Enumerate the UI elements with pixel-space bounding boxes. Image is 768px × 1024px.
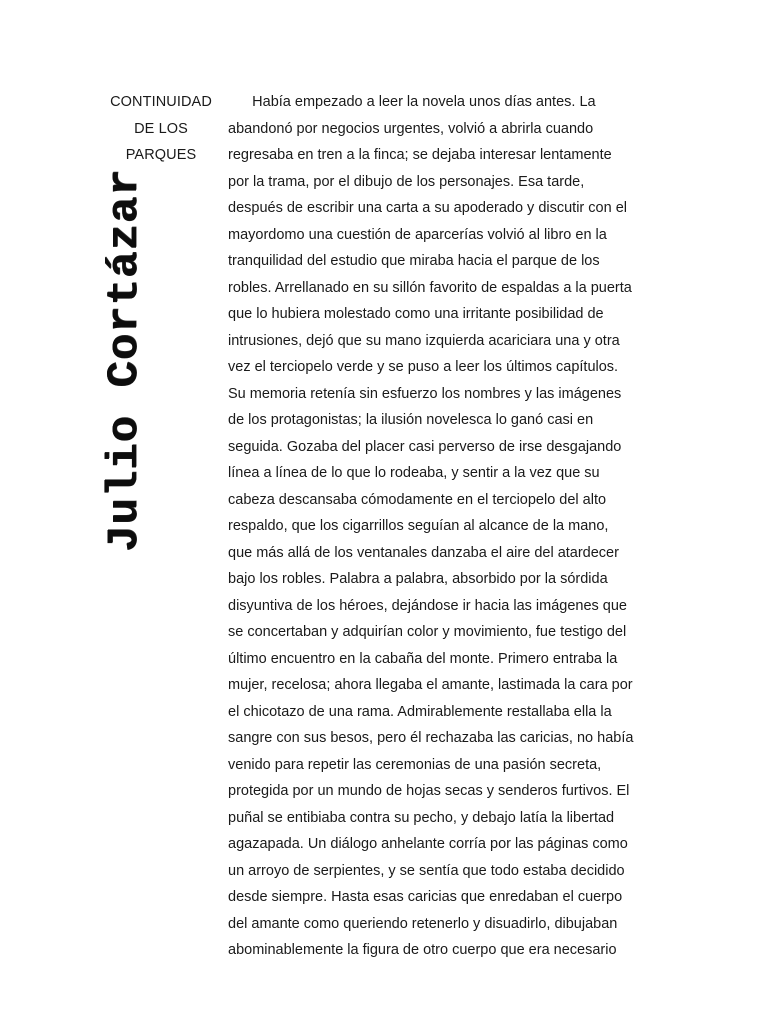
text-line: bajo los robles. Palabra a palabra, absorbido por la sórdida bbox=[228, 571, 608, 587]
text-line: Su memoria retenía sin esfuerzo los nombres y las imágenes bbox=[228, 385, 622, 402]
text-line: que más allá de los ventanales danzaba el aire del atardecer bbox=[228, 544, 619, 561]
text-line: puñal se entibiaba contra su pecho, y debajo latía la libertad bbox=[228, 809, 615, 826]
text-line: último encuentro en la cabaña del monte. Primero entraba la bbox=[228, 650, 618, 667]
text-line: después de escribir una carta a su apoderado y discutir con el bbox=[228, 200, 627, 216]
text-line: se concertaban y adquirían color y movimiento, fue testigo del bbox=[228, 624, 627, 640]
text-line: por la trama, por el dibujo de los personajes. Esa tarde, bbox=[228, 173, 585, 190]
story-text bbox=[228, 89, 673, 964]
text-line: el chicotazo de una rama. Admirablemente restallaba ella la bbox=[228, 703, 612, 720]
story-title-line-2: DE LOS bbox=[134, 120, 188, 137]
text-line: Había empezado a leer la novela unos días antes. La bbox=[228, 94, 596, 110]
text-line: mayordomo una cuestión de aparcerías volvió al libro en la bbox=[228, 226, 607, 243]
text-line: robles. Arrellanado en su sillón favorito de espaldas a la puerta bbox=[228, 279, 632, 296]
text-line: vez el terciopelo verde y se puso a leer los últimos capítulos. bbox=[228, 359, 619, 375]
text-line: mujer, recelosa; ahora llegaba el amante, lastimada la cara por bbox=[228, 677, 633, 693]
text-line: desde siempre. Hasta esas caricias que enredaban el cuerpo bbox=[228, 889, 623, 905]
text-line: línea a línea de lo que lo rodeaba, y sentir a la vez que su bbox=[228, 465, 600, 481]
text-line: regresaba en tren a la finca; se dejaba interesar lentamente bbox=[228, 147, 612, 163]
author-block bbox=[100, 168, 150, 552]
text-line: seguida. Gozaba del placer casi perverso de irse desgajando bbox=[228, 438, 622, 455]
text-line: agazapada. Un diálogo anhelante corría por las páginas como bbox=[228, 836, 628, 852]
text-line: que lo hubiera molestado como una irritante posibilidad de bbox=[228, 306, 604, 322]
text-line: un arroyo de serpientes, y se sentía que todo estaba decidido bbox=[228, 862, 625, 879]
story-title-line-1: CONTINUIDAD bbox=[110, 94, 212, 110]
text-line: respaldo, que los cigarrillos seguían al alcance de la mano, bbox=[228, 518, 609, 534]
text-line: intrusiones, dejó que su mano izquierda acariciara una y otra bbox=[228, 332, 620, 349]
text-line: del amante como queriendo retenerlo y disuadirlo, dibujaban bbox=[228, 915, 618, 932]
text-line: protegida por un mundo de hojas secas y senderos furtivos. El bbox=[228, 783, 630, 799]
story-title-line-3: PARQUES bbox=[125, 147, 197, 163]
text-line: disyuntiva de los héroes, dejándose ir hacia las imágenes que bbox=[228, 597, 627, 614]
story-title bbox=[100, 89, 222, 169]
author-name: Julio Cortázar bbox=[100, 168, 150, 552]
text-line: cabeza descansaba cómodamente en el terciopelo del alto bbox=[228, 491, 607, 508]
text-line: abandonó por negocios urgentes, volvió a abrirla cuando bbox=[228, 120, 594, 137]
text-line: sangre con sus besos, pero él rechazaba las caricias, no había bbox=[228, 730, 634, 746]
text-line: tranquilidad del estudio que miraba hacia el parque de los bbox=[228, 253, 600, 269]
text-line: venido para repetir las ceremonias de una pasión secreta, bbox=[228, 756, 602, 773]
text-line: de los protagonistas; la ilusión novelesca lo ganó casi en bbox=[228, 412, 594, 428]
text-line: abominablemente la figura de otro cuerpo que era necesario bbox=[228, 942, 617, 958]
